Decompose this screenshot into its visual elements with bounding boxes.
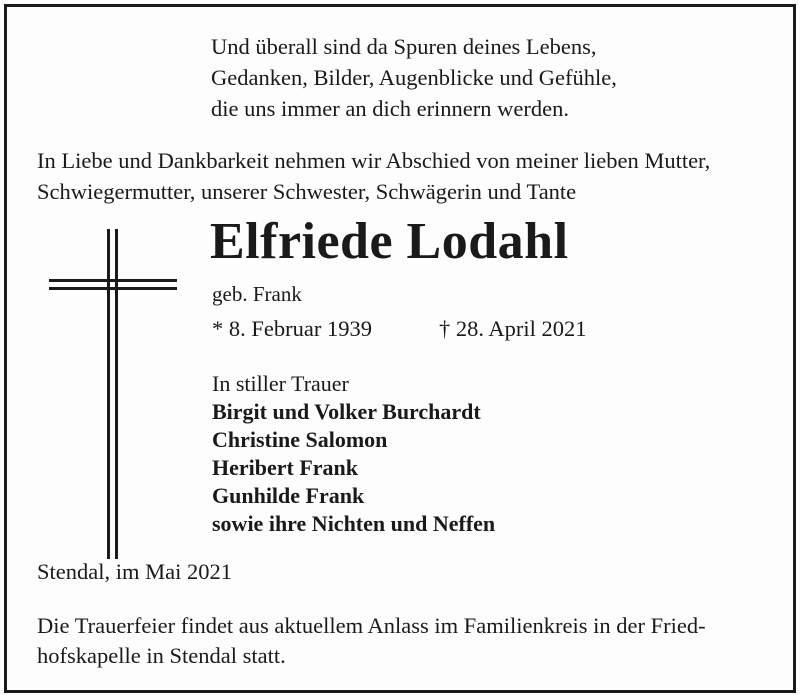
mourner-name: Christine Salomon: [212, 427, 388, 452]
verse-line: die uns immer an dich erinnern werden.: [211, 96, 570, 121]
mourner-name: Gunhilde Frank: [212, 483, 365, 508]
death-date: † 28. April 2021: [439, 316, 587, 341]
deceased-name: Elfriede Lodahl: [210, 213, 569, 270]
maiden-name: geb. Frank: [212, 282, 302, 306]
obituary-frame: [4, 4, 796, 693]
birth-date: * 8. Februar 1939: [212, 316, 372, 341]
intro-line: Schwiegermutter, unserer Schwester, Schwägerin und Tante: [37, 179, 577, 204]
mourner-name: Birgit und Volker Burchardt: [212, 399, 481, 424]
funeral-notice: [37, 611, 706, 671]
intro-text: [37, 145, 710, 207]
cross-horizontal-bar-top: [49, 279, 177, 282]
place-date: Stendal, im Mai 2021: [37, 559, 232, 584]
verse-line: Und überall sind da Spuren deines Lebens,: [211, 34, 597, 59]
mourner-name: Heribert Frank: [212, 455, 359, 480]
cross-icon: [49, 229, 179, 559]
cross-horizontal-bar-bottom: [49, 287, 177, 290]
notice-line: Die Trauerfeier findet aus aktuellem Anlass im Familienkreis in der Fried-: [37, 613, 706, 638]
mourners-list: [212, 398, 495, 538]
verse-line: Gedanken, Bilder, Augenblicke und Gefühle,: [211, 65, 617, 90]
cross-vertical-bar-left: [107, 229, 110, 559]
mourner-name: sowie ihre Nichten und Neffen: [212, 511, 496, 536]
cross-vertical-bar-right: [115, 229, 118, 559]
notice-line: hofskapelle in Stendal statt.: [37, 643, 286, 668]
mourning-intro: In stiller Trauer: [212, 371, 349, 396]
verse: [211, 31, 617, 124]
intro-line: In Liebe und Dankbarkeit nehmen wir Abschied von meiner lieben Mutter,: [37, 148, 711, 173]
